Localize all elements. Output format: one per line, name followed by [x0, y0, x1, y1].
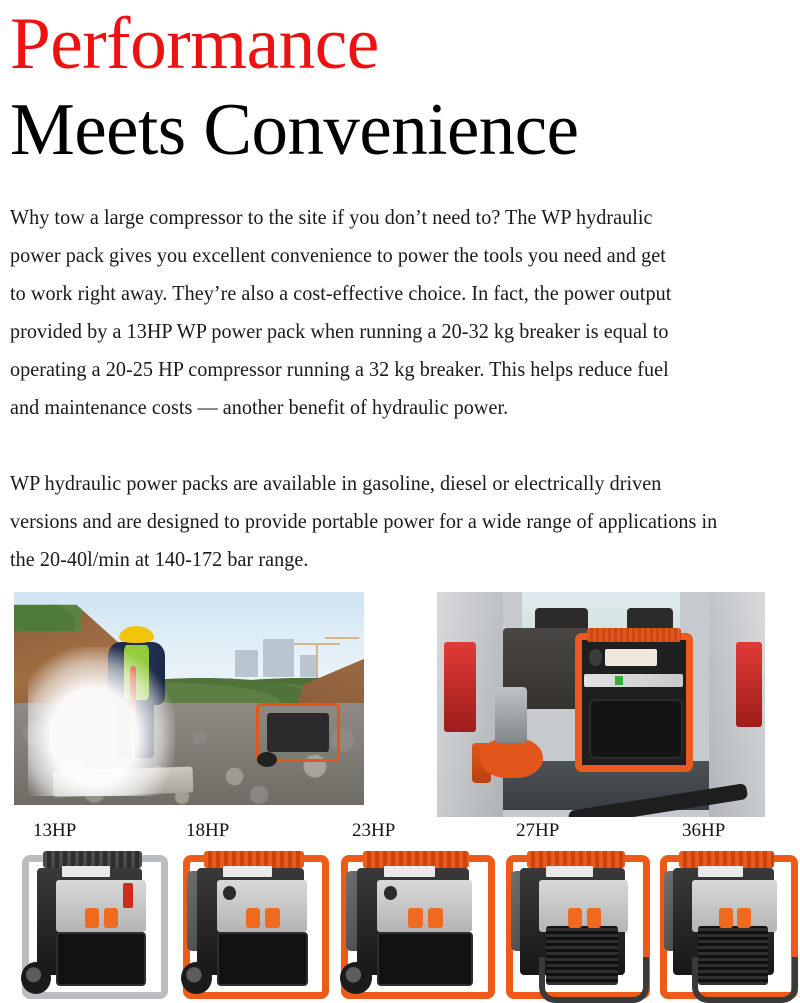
body-copy	[10, 198, 796, 578]
product-image-18hp[interactable]	[168, 846, 330, 1000]
access-panel	[589, 699, 683, 759]
paragraph-1-line-6: and maintenance costs — another benefit of hydraulic power.	[10, 395, 509, 419]
construction-site-breaker-photo	[14, 592, 364, 805]
vehicle-boot-power-pack-photo	[437, 592, 765, 817]
model-label-13hp: 13HP	[33, 820, 77, 841]
headline-line-meets-convenience: Meets Convenience	[10, 89, 579, 171]
hydraulic-tools	[470, 682, 568, 799]
vent-grille	[587, 628, 681, 642]
power-pack-in-boot	[575, 633, 693, 773]
product-image-row	[0, 846, 800, 1000]
dust-cloud	[28, 647, 175, 796]
paragraph-1-line-3: to work right away. They’re also a cost-effective choice. In fact, the power output	[10, 281, 672, 305]
paragraph-1-line-2: power pack gives you excellent convenience to power the tools you need and get	[10, 243, 666, 267]
paragraph-2-line-1: WP hydraulic power packs are available in gasoline, diesel or electrically driven	[10, 471, 662, 495]
tail-light-right	[736, 642, 762, 728]
product-image-36hp[interactable]	[646, 846, 798, 1000]
product-image-27hp[interactable]	[492, 846, 650, 1000]
paragraph-1-line-4: provided by a 13HP WP power pack when running a 20-32 kg breaker is equal to	[10, 319, 669, 343]
page-title	[10, 0, 800, 172]
photo-strip	[0, 588, 800, 816]
model-label-23hp: 23HP	[352, 820, 396, 841]
control-dial	[589, 649, 602, 666]
paragraph-1-line-1: Why tow a large compressor to the site if you don’t need to? The WP hydraulic	[10, 205, 653, 229]
model-label-18hp: 18HP	[186, 820, 230, 841]
paragraph-1-line-5: operating a 20-25 HP compressor running a 32 kg breaker. This helps reduce fuel	[10, 357, 669, 381]
model-label-27hp: 27HP	[516, 820, 560, 841]
model-label-36hp: 36HP	[682, 820, 726, 841]
spec-plate	[605, 649, 657, 666]
power-pack-on-site	[256, 703, 340, 763]
paragraph-2-line-3: the 20-40l/min at 140-172 bar range.	[10, 547, 309, 571]
status-indicator	[615, 676, 623, 686]
product-image-23hp[interactable]	[326, 846, 496, 1000]
paragraph-2	[10, 464, 765, 578]
paragraph-2-line-2: versions and are designed to provide portable power for a wide range of applications in	[10, 509, 718, 533]
headline-line-performance: Performance	[10, 3, 379, 85]
model-label-row	[0, 818, 800, 846]
product-image-13hp[interactable]	[8, 846, 168, 1000]
paragraph-1	[10, 198, 765, 426]
hard-hat-icon	[119, 626, 154, 643]
